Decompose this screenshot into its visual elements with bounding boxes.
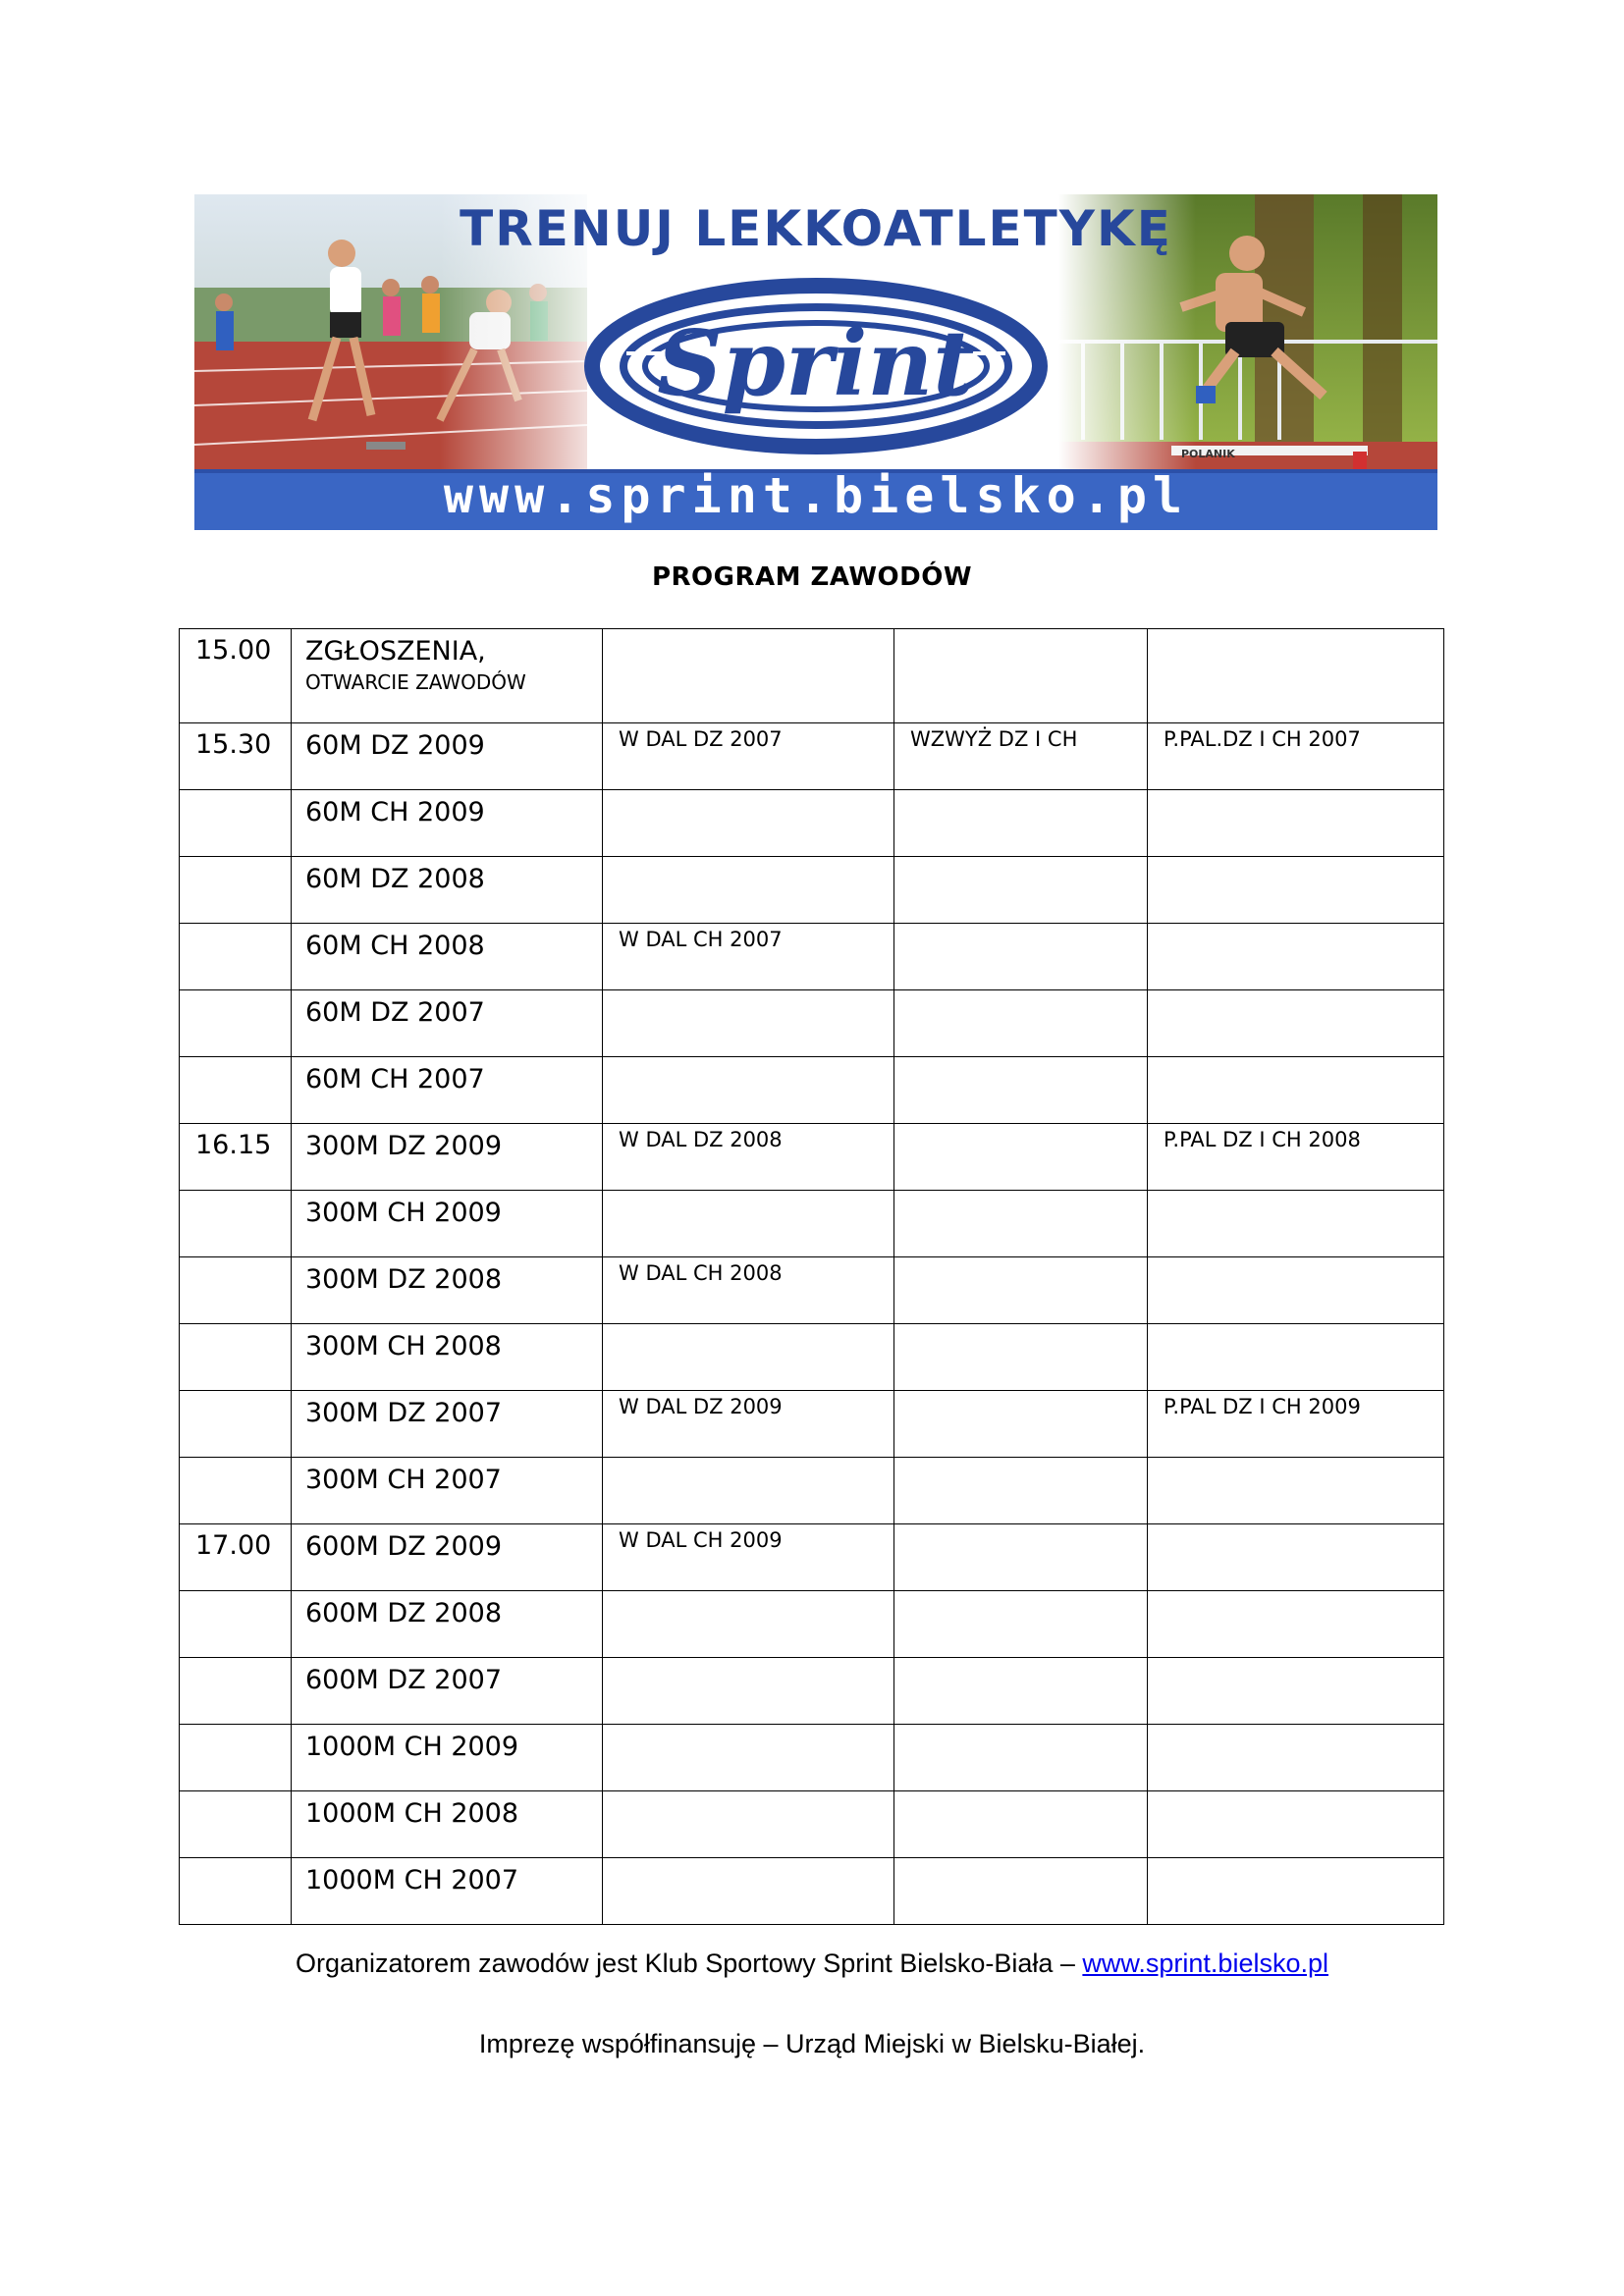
time-label	[180, 1257, 291, 1263]
time-label	[180, 990, 291, 996]
event-label: 300M DZ 2007	[305, 1398, 502, 1428]
field-event-label	[1148, 1324, 1443, 1328]
time-cell	[180, 1791, 292, 1858]
event-label: 1000M CH 2008	[305, 1798, 519, 1829]
time-label: 17.00	[195, 1530, 272, 1561]
table-row	[180, 1858, 1444, 1925]
time-cell	[180, 1458, 292, 1524]
field-event-cell	[603, 990, 894, 1057]
field-event-cell	[603, 1191, 894, 1257]
event-cell	[292, 1257, 603, 1324]
field-event-cell	[1148, 1791, 1444, 1858]
event-cell	[292, 723, 603, 790]
field-event-cell	[894, 924, 1148, 990]
field-event-cell	[603, 1057, 894, 1124]
field-event-label	[894, 1124, 1147, 1128]
field-event-cell	[603, 1324, 894, 1391]
event-cell	[292, 1191, 603, 1257]
event-cell	[292, 1524, 603, 1591]
table-row	[180, 1591, 1444, 1658]
field-event-cell	[894, 723, 1148, 790]
field-event-cell	[894, 1124, 1148, 1191]
field-event-cell	[1148, 1458, 1444, 1524]
field-event-cell	[603, 1591, 894, 1658]
time-label	[180, 790, 291, 796]
field-event-cell	[603, 857, 894, 924]
organizer-link[interactable]: www.sprint.bielsko.pl	[1082, 1949, 1328, 1978]
event-label: 60M DZ 2008	[305, 864, 485, 894]
field-event-label	[894, 1324, 1147, 1328]
field-event-label: P.PAL.DZ I CH 2007	[1164, 727, 1361, 751]
event-cell	[292, 1858, 603, 1925]
event-label: 300M CH 2007	[305, 1465, 502, 1495]
field-event-label	[1148, 990, 1443, 994]
field-event-cell	[603, 924, 894, 990]
field-event-label	[603, 1791, 893, 1795]
field-event-label	[1148, 1191, 1443, 1195]
event-label: 60M DZ 2009	[305, 730, 485, 761]
event-label: 1000M CH 2007	[305, 1865, 519, 1896]
table-row	[180, 1257, 1444, 1324]
time-label	[180, 1391, 291, 1397]
event-cell	[292, 1791, 603, 1858]
field-event-cell	[894, 790, 1148, 857]
field-event-label	[603, 1658, 893, 1662]
field-event-cell	[603, 1124, 894, 1191]
event-label: 600M DZ 2007	[305, 1665, 502, 1695]
time-label	[180, 1324, 291, 1330]
field-event-label	[603, 857, 893, 861]
field-event-cell	[894, 1858, 1148, 1925]
field-event-cell	[1148, 1858, 1444, 1925]
field-event-label	[894, 1458, 1147, 1462]
field-event-label	[894, 1858, 1147, 1862]
field-event-label: W DAL DZ 2009	[619, 1395, 783, 1418]
event-sub-label: OTWARCIE ZAWODÓW	[305, 670, 526, 694]
field-event-cell	[1148, 1257, 1444, 1324]
time-label	[180, 1458, 291, 1464]
field-event-label	[1148, 1458, 1443, 1462]
field-event-cell	[1148, 723, 1444, 790]
event-label: 60M CH 2007	[305, 1064, 485, 1095]
field-event-cell	[894, 1725, 1148, 1791]
time-cell	[180, 924, 292, 990]
time-cell	[180, 629, 292, 723]
time-cell	[180, 790, 292, 857]
field-event-cell	[1148, 1591, 1444, 1658]
time-label	[180, 1191, 291, 1197]
time-cell	[180, 1191, 292, 1257]
event-cell	[292, 1725, 603, 1791]
time-label	[180, 857, 291, 863]
field-event-cell	[603, 1391, 894, 1458]
field-event-label	[1148, 790, 1443, 794]
field-event-label	[894, 924, 1147, 928]
field-event-cell	[894, 990, 1148, 1057]
event-cell	[292, 1391, 603, 1458]
event-cell	[292, 990, 603, 1057]
field-event-label	[1148, 1658, 1443, 1662]
field-event-label	[603, 1591, 893, 1595]
field-event-cell	[603, 1791, 894, 1858]
field-event-cell	[1148, 1324, 1444, 1391]
field-event-cell	[603, 629, 894, 723]
field-event-cell	[1148, 1658, 1444, 1725]
time-label	[180, 1725, 291, 1731]
field-event-cell	[894, 1191, 1148, 1257]
schedule-body	[180, 629, 1444, 1925]
field-event-label: P.PAL DZ I CH 2009	[1164, 1395, 1361, 1418]
time-cell	[180, 990, 292, 1057]
field-event-cell	[1148, 857, 1444, 924]
field-event-label: W DAL DZ 2007	[619, 727, 783, 751]
field-event-cell	[603, 1658, 894, 1725]
field-event-label	[603, 990, 893, 994]
field-event-cell	[603, 1257, 894, 1324]
table-row	[180, 629, 1444, 723]
time-cell	[180, 1725, 292, 1791]
time-label	[180, 1658, 291, 1664]
table-row	[180, 1791, 1444, 1858]
time-cell	[180, 1858, 292, 1925]
field-event-label	[603, 790, 893, 794]
time-cell	[180, 1257, 292, 1324]
event-label: 60M CH 2008	[305, 931, 485, 961]
field-event-cell	[603, 1458, 894, 1524]
event-cell	[292, 1124, 603, 1191]
field-event-label	[894, 1524, 1147, 1528]
field-event-label: W DAL DZ 2008	[619, 1128, 783, 1151]
time-label	[180, 1057, 291, 1063]
table-row	[180, 1658, 1444, 1725]
table-row	[180, 1124, 1444, 1191]
field-event-cell	[894, 857, 1148, 924]
time-cell	[180, 1658, 292, 1725]
event-label: 60M DZ 2007	[305, 997, 485, 1028]
field-event-label: W DAL CH 2009	[619, 1528, 783, 1552]
field-event-cell	[603, 1725, 894, 1791]
field-event-label: P.PAL DZ I CH 2008	[1164, 1128, 1361, 1151]
event-cell	[292, 790, 603, 857]
time-label	[180, 924, 291, 930]
table-row	[180, 1191, 1444, 1257]
field-event-cell	[894, 1791, 1148, 1858]
field-event-label	[894, 1658, 1147, 1662]
field-event-cell	[894, 1658, 1148, 1725]
field-event-label	[603, 1458, 893, 1462]
field-event-label	[894, 1391, 1147, 1395]
field-event-label	[1148, 1057, 1443, 1061]
time-cell	[180, 1124, 292, 1191]
time-cell	[180, 723, 292, 790]
cofinance-line: Imprezę współfinansuję – Urząd Miejski w Bielsku-Białej.	[478, 2029, 1146, 2058]
field-event-label	[894, 1591, 1147, 1595]
event-cell	[292, 1591, 603, 1658]
field-event-cell	[1148, 1191, 1444, 1257]
event-label: 60M CH 2009	[305, 797, 485, 828]
time-cell	[180, 1057, 292, 1124]
field-event-label	[894, 790, 1147, 794]
field-event-cell	[603, 1858, 894, 1925]
organizer-text: Organizatorem zawodów jest Klub Sportowy Sprint Bielsko-Biała –	[296, 1949, 1083, 1978]
field-event-label	[1148, 1791, 1443, 1795]
schedule-table	[179, 628, 1444, 1925]
field-event-cell	[1148, 1391, 1444, 1458]
field-event-label	[894, 857, 1147, 861]
field-event-cell	[1148, 1057, 1444, 1124]
event-cell	[292, 1458, 603, 1524]
event-cell	[292, 1057, 603, 1124]
field-event-label	[603, 1191, 893, 1195]
field-event-label	[1148, 1858, 1443, 1862]
time-label: 15.00	[195, 635, 272, 666]
time-cell	[180, 1524, 292, 1591]
field-event-label: W DAL CH 2008	[619, 1261, 783, 1285]
field-event-cell	[1148, 629, 1444, 723]
event-cell	[292, 629, 603, 723]
field-event-label: WZWYŻ DZ I CH	[910, 727, 1078, 751]
hurdle-brand-label: POLANIK	[1181, 448, 1235, 460]
field-event-label	[603, 629, 893, 633]
field-event-cell	[894, 1524, 1148, 1591]
table-row	[180, 1057, 1444, 1124]
field-event-label	[1148, 857, 1443, 861]
time-cell	[180, 1591, 292, 1658]
time-label: 16.15	[195, 1130, 272, 1160]
field-event-cell	[894, 1057, 1148, 1124]
field-event-cell	[894, 1324, 1148, 1391]
field-event-label	[894, 1057, 1147, 1061]
field-event-cell	[603, 790, 894, 857]
table-row	[180, 990, 1444, 1057]
event-label: 600M DZ 2009	[305, 1531, 502, 1562]
time-label	[180, 1858, 291, 1864]
event-label: 300M DZ 2009	[305, 1131, 502, 1161]
field-event-label	[894, 1191, 1147, 1195]
event-label: 1000M CH 2009	[305, 1732, 519, 1762]
field-event-cell	[1148, 1524, 1444, 1591]
field-event-label	[603, 1858, 893, 1862]
event-cell	[292, 1658, 603, 1725]
time-cell	[180, 1324, 292, 1391]
banner-heading: TRENUJ LEKKOATLETYKĘ	[460, 200, 1172, 257]
field-event-cell	[1148, 924, 1444, 990]
field-event-label	[894, 1791, 1147, 1795]
field-event-cell	[894, 1458, 1148, 1524]
table-row	[180, 1458, 1444, 1524]
time-cell	[180, 857, 292, 924]
field-event-label	[1148, 1524, 1443, 1528]
time-label	[180, 1591, 291, 1597]
field-event-cell	[894, 1257, 1148, 1324]
sprint-logo: Sprint	[657, 310, 975, 416]
field-event-cell	[1148, 1725, 1444, 1791]
table-row	[180, 1391, 1444, 1458]
sprint-banner	[194, 194, 1437, 530]
organizer-line	[0, 1949, 1624, 1979]
event-cell	[292, 924, 603, 990]
field-event-label	[603, 1057, 893, 1061]
field-event-cell	[894, 629, 1148, 723]
event-label: 300M DZ 2008	[305, 1264, 502, 1295]
field-event-label	[1148, 1725, 1443, 1729]
field-event-cell	[603, 723, 894, 790]
field-event-label	[1148, 924, 1443, 928]
time-cell	[180, 1391, 292, 1458]
field-event-label	[894, 1725, 1147, 1729]
page-title: PROGRAM ZAWODÓW	[651, 562, 973, 592]
table-row	[180, 1524, 1444, 1591]
field-event-cell	[894, 1391, 1148, 1458]
table-row	[180, 924, 1444, 990]
event-cell	[292, 857, 603, 924]
field-event-label: W DAL CH 2007	[619, 928, 783, 951]
field-event-label	[603, 1324, 893, 1328]
field-event-label	[894, 990, 1147, 994]
event-cell	[292, 1324, 603, 1391]
event-label: 300M CH 2008	[305, 1331, 502, 1362]
table-row	[180, 1725, 1444, 1791]
table-row	[180, 1324, 1444, 1391]
event-label: 300M CH 2009	[305, 1198, 502, 1228]
event-label: 600M DZ 2008	[305, 1598, 502, 1629]
field-event-label	[603, 1725, 893, 1729]
field-event-cell	[1148, 790, 1444, 857]
field-event-cell	[1148, 1124, 1444, 1191]
table-row	[180, 723, 1444, 790]
time-label: 15.30	[195, 729, 272, 760]
field-event-label	[894, 629, 1147, 633]
field-event-cell	[894, 1591, 1148, 1658]
table-row	[180, 857, 1444, 924]
event-label: ZGŁOSZENIA,	[305, 636, 486, 667]
field-event-label	[1148, 1257, 1443, 1261]
field-event-label	[1148, 1591, 1443, 1595]
field-event-cell	[603, 1524, 894, 1591]
table-row	[180, 790, 1444, 857]
banner-url: www.sprint.bielsko.pl	[443, 467, 1189, 524]
time-label	[180, 1791, 291, 1797]
field-event-label	[1148, 629, 1443, 633]
field-event-cell	[1148, 990, 1444, 1057]
field-event-label	[894, 1257, 1147, 1261]
